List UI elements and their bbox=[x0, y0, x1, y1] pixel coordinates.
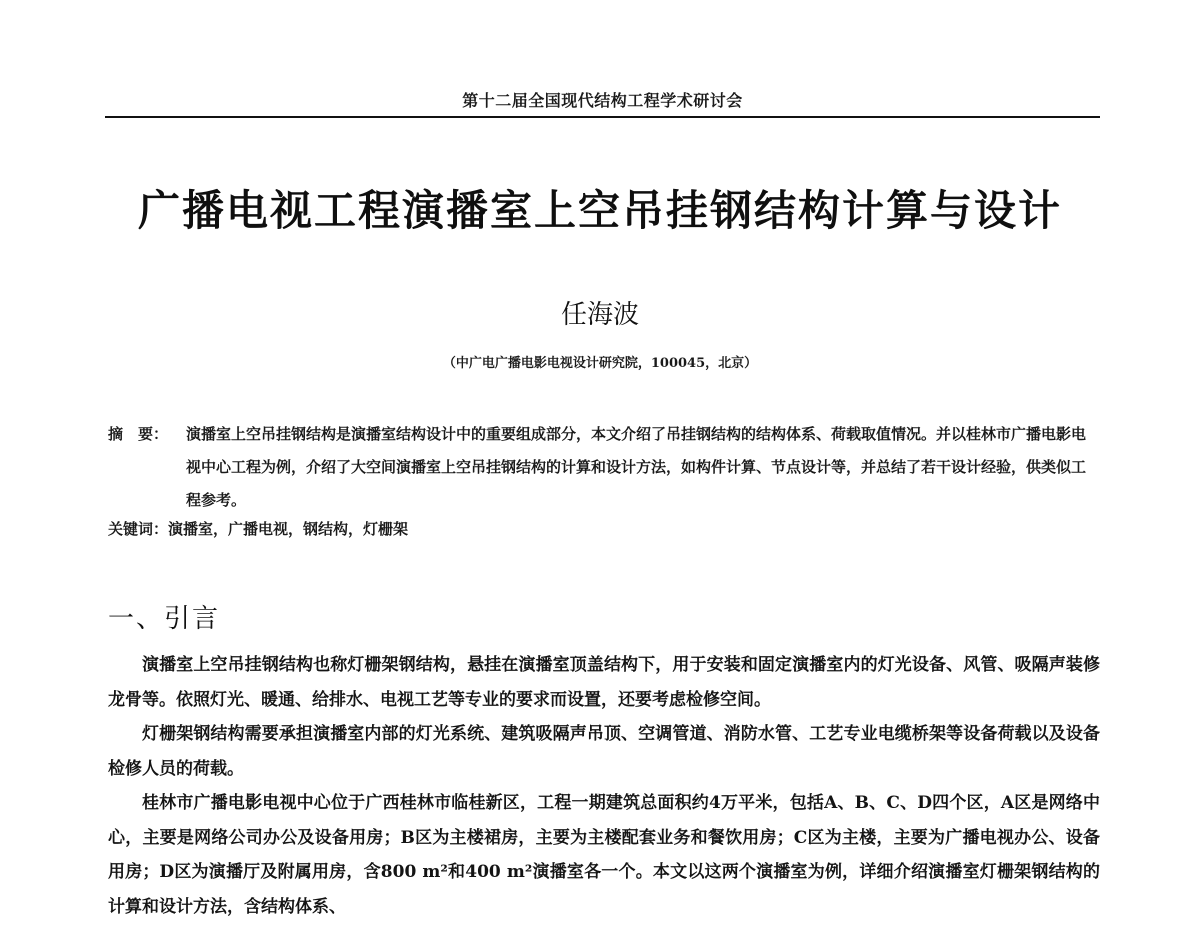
header-rule bbox=[105, 116, 1100, 118]
running-header: 第十二届全国现代结构工程学术研讨会 bbox=[462, 91, 743, 110]
author-affiliation: （中广电广播电影电视设计研究院，100045，北京） bbox=[442, 356, 758, 371]
section-body bbox=[108, 648, 1100, 924]
author-name: 任海波 bbox=[560, 300, 639, 330]
keywords-block bbox=[108, 518, 1100, 539]
keywords-label: 关键词： bbox=[108, 520, 169, 538]
body-paragraph: 灯栅架钢结构需要承担演播室内部的灯光系统、建筑吸隔声吊顶、空调管道、消防水管、工艺专业电缆桥架等设备荷载以及设备检修人员的荷载。 bbox=[108, 724, 1100, 779]
keywords-text: 演播室，广播电视，钢结构，灯栅架 bbox=[168, 520, 409, 538]
body-paragraph: 演播室上空吊挂钢结构也称灯栅架钢结构，悬挂在演播室顶盖结构下，用于安装和固定演播室内的灯光设备、风管、吸隔声装修龙骨等。依照灯光、暖通、给排水、电视工艺等专业的要求而设置，还要考虑检修空间。 bbox=[108, 655, 1100, 710]
abstract-text: 演播室上空吊挂钢结构是演播室结构设计中的重要组成部分，本文介绍了吊挂钢结构的结构体系、荷载取值情况。并以桂林市广播电影电视中心工程为例，介绍了大空间演播室上空吊挂钢结构的计算和设计方法，如构件计算、节点设计等，并总结了若干设计经验，供类似工程参考。 bbox=[186, 425, 1087, 509]
abstract-label: 摘 要： bbox=[108, 425, 169, 443]
abstract-block bbox=[108, 418, 1100, 517]
body-paragraph: 桂林市广播电影电视中心位于广西桂林市临桂新区，工程一期建筑总面积约4万平米，包括A、B、C、D四个区，A区是网络中心，主要是网络公司办公及设备用房；B区为主楼裙房，主要为主楼配套业务和餐饮用房；C区为主楼，主要为广播电视办公、设备用房；D区为演播厅及附属用房，含800 m²和400 m²演播室各一个。本文以这两个演播室为例，详细介绍演播室灯栅架钢结构的计算和设计方法，含结构体系、 bbox=[108, 793, 1100, 917]
paper-title: 广播电视工程演播室上空吊挂钢结构计算与设计 bbox=[137, 186, 1062, 235]
section-heading-introduction: 一、引言 bbox=[108, 604, 221, 634]
